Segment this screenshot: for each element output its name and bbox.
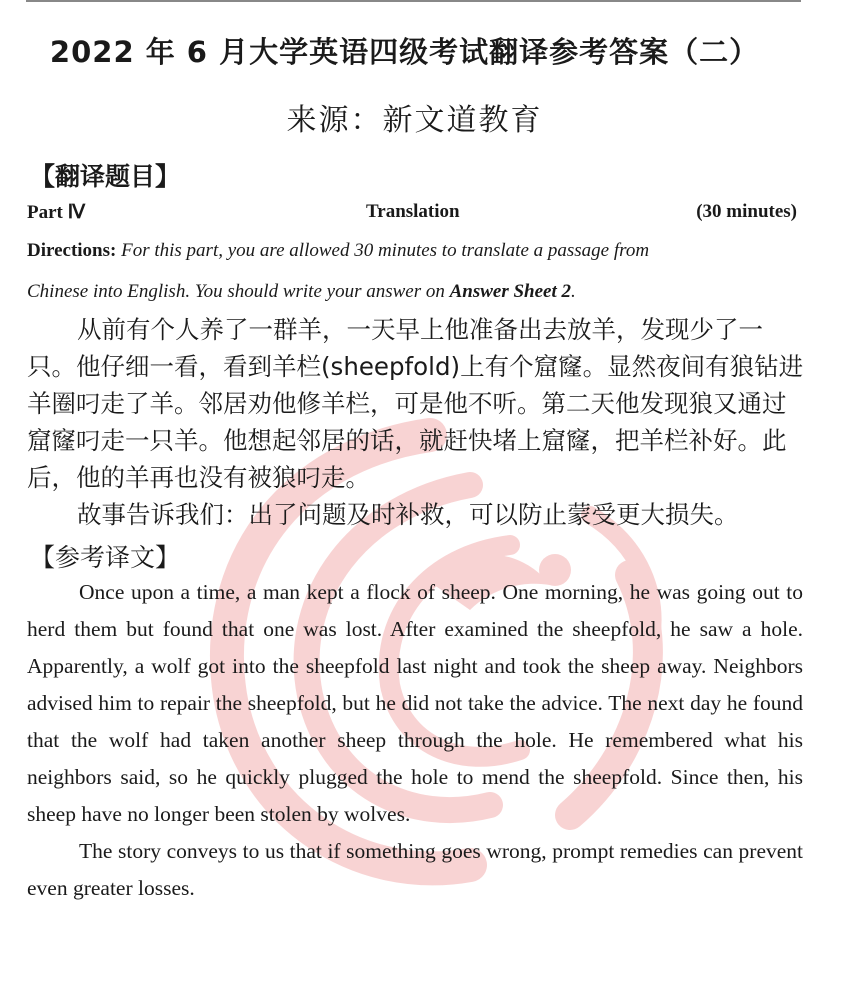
page-title: 2022 年 6 月大学英语四级考试翻译参考答案（二） xyxy=(49,35,760,69)
section-heading-answer: 【参考译文】 xyxy=(30,543,181,572)
directions-text-1: For this part, you are allowed 30 minutes to translate a passage from xyxy=(116,240,650,261)
chinese-paragraph-1: 从前有个人养了一群羊，一天早上他准备出去放羊，发现少了一只。他仔细一看，看到羊栏(sheepfold)上有个窟窿。显然夜间有狼钻进羊圈叼走了羊。邻居劝他修羊栏，可是他不听。第二天他发现狼又通过窟窿叼走一只羊。他想起邻居的话，就赶快堵上窟窿，把羊栏补好。此后，他的羊再也没有被狼叼走。 xyxy=(27,315,804,492)
english-paragraph-1: Once upon a time, a man kept a flock of sheep. One morning, he was going out to herd them but found that one was lost. After examined the sheepfold, he saw a hole. Apparently, a wolf got into the sheepfold last night and took the sheep away. Neighbors advised him to repair the sheepfold, but he did not take the advice. The next day he found that the wolf had taken another sheep through the hole. He remembered what his neighbors said, so he quickly plugged the hole to mend the sheepfold. Since then, his sheep have no longer been stolen by wolves. xyxy=(27,580,803,826)
directions-line-2 xyxy=(27,281,804,303)
section-heading-question: 【翻译题目】 xyxy=(30,162,181,191)
directions-label: Directions: xyxy=(27,240,117,261)
answer-sheet-ref: Answer Sheet 2 xyxy=(449,281,572,302)
part-label: Part Ⅳ xyxy=(27,202,86,223)
chinese-paragraph-2: 故事告诉我们：出了问题及时补救，可以防止蒙受更大损失。 xyxy=(77,500,739,529)
directions-line-1 xyxy=(27,240,804,262)
directions-text-2: Chinese into English. You should write your answer on xyxy=(27,281,450,302)
chinese-passage xyxy=(27,311,807,533)
top-rule xyxy=(26,0,801,2)
directions-period: . xyxy=(571,281,576,302)
english-paragraph-2: The story conveys to us that if something goes wrong, prompt remedies can prevent even greater losses. xyxy=(27,839,803,900)
part-header-row xyxy=(27,201,797,227)
english-passage xyxy=(27,574,803,907)
source-line: 来源：新文道教育 xyxy=(286,103,543,138)
part-name: Translation xyxy=(366,201,460,222)
part-time: (30 minutes) xyxy=(696,201,797,222)
